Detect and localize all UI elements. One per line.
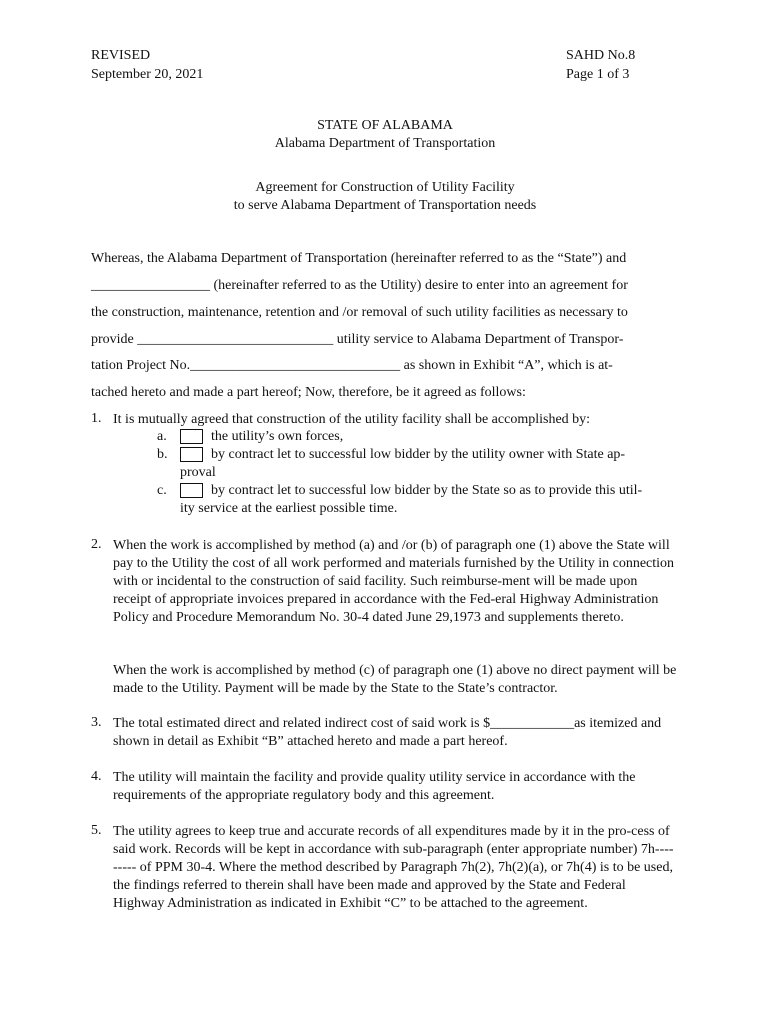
intro-line-1: Whereas, the Alabama Department of Transportation (hereinafter referred to as the “State”) and [91, 251, 627, 266]
option-a-text: the utility’s own forces, [211, 429, 344, 444]
intro-line-5: tation Project No.______________________________ as shown in Exhibit “A”, which is at- [91, 358, 613, 373]
state-title: STATE OF ALABAMA [317, 118, 453, 133]
form-number: SAHD No.8 [566, 48, 636, 63]
header-right [566, 46, 635, 84]
revision-date: September 20, 2021 [91, 67, 204, 82]
header-left [91, 46, 203, 84]
intro-line-3: the construction, maintenance, retention and /or removal of such utility facilities as necessary to [91, 305, 628, 320]
department-title: Alabama Department of Transportation [274, 136, 496, 151]
item-4-number: 4. [91, 769, 102, 784]
item-5-number: 5. [91, 823, 102, 838]
option-a-letter: a. [157, 429, 167, 444]
option-a-checkbox[interactable] [180, 429, 203, 444]
item-3-number: 3. [91, 715, 102, 730]
option-c-text: by contract let to successful low bidder by the State so as to provide this util- [211, 483, 643, 498]
item-3-text: The total estimated direct and related indirect cost of said work is $____________as itemized and shown in detail as Exhibit “B” attached hereto and made a part hereof. [113, 716, 662, 749]
item-2-paragraph-2: When the work is accomplished by method (c) of paragraph one (1) above no direct payment will be made to the Utility. Payment will be made by the State to the State’s contractor. [113, 663, 677, 696]
item-1-number: 1. [91, 411, 102, 426]
agreement-title-line2: to serve Alabama Department of Transportation needs [233, 198, 537, 213]
intro-line-4: provide ____________________________ utility service to Alabama Department of Transpor- [91, 332, 624, 347]
item-2-number: 2. [91, 537, 102, 552]
page-number: Page 1 of 3 [566, 67, 630, 82]
item-5-text: The utility agrees to keep true and accurate records of all expenditures made by it in the pro-cess of said work. Records will be kept in accordance with sub-paragraph (enter appropriate number) 7h--------- of PPM 30-4. Where the method described by Paragraph 7h(2), 7h(2)(a), or 7h(4) is to be used, the findings referred to therein shall have been made and approved by the State and Federal Highway Administration as indicated in Exhibit “C” to be attached to the agreement. [113, 824, 674, 911]
agreement-title-line1: Agreement for Construction of Utility Facility [255, 180, 515, 195]
option-b-text: by contract let to successful low bidder by the utility owner with State ap- [211, 447, 626, 462]
intro-line-6: tached hereto and made a part hereof; Now, therefore, be it agreed as follows: [91, 385, 526, 400]
option-c-text-cont: ity service at the earliest possible time. [180, 501, 398, 516]
intro-line-2: _________________ (hereinafter referred to as the Utility) desire to enter into an agreement for [91, 278, 628, 293]
revised-label: REVISED [91, 48, 151, 63]
option-c-checkbox[interactable] [180, 483, 203, 498]
option-b-letter: b. [157, 447, 168, 462]
option-b-text-cont: proval [180, 465, 216, 480]
item-1-text: It is mutually agreed that construction of the utility facility shall be accomplished by: [113, 412, 591, 427]
option-c-letter: c. [157, 483, 167, 498]
option-b-checkbox[interactable] [180, 447, 203, 462]
item-2-paragraph-1: When the work is accomplished by method (a) and /or (b) of paragraph one (1) above the State will pay to the Utility the cost of all work performed and materials furnished by the Utility in connection with or incidental to the construction of said facility. Such reimburse-ment will be made upon receipt of appropriate invoices prepared in accordance with the Fed-eral Highway Administration Policy and Procedure Memorandum No. 30-4 dated June 29,1973 and supplements thereto. [113, 538, 675, 625]
item-4-text: The utility will maintain the facility and provide quality utility service in accordance with the requirements of the appropriate regulatory body and this agreement. [113, 770, 636, 803]
